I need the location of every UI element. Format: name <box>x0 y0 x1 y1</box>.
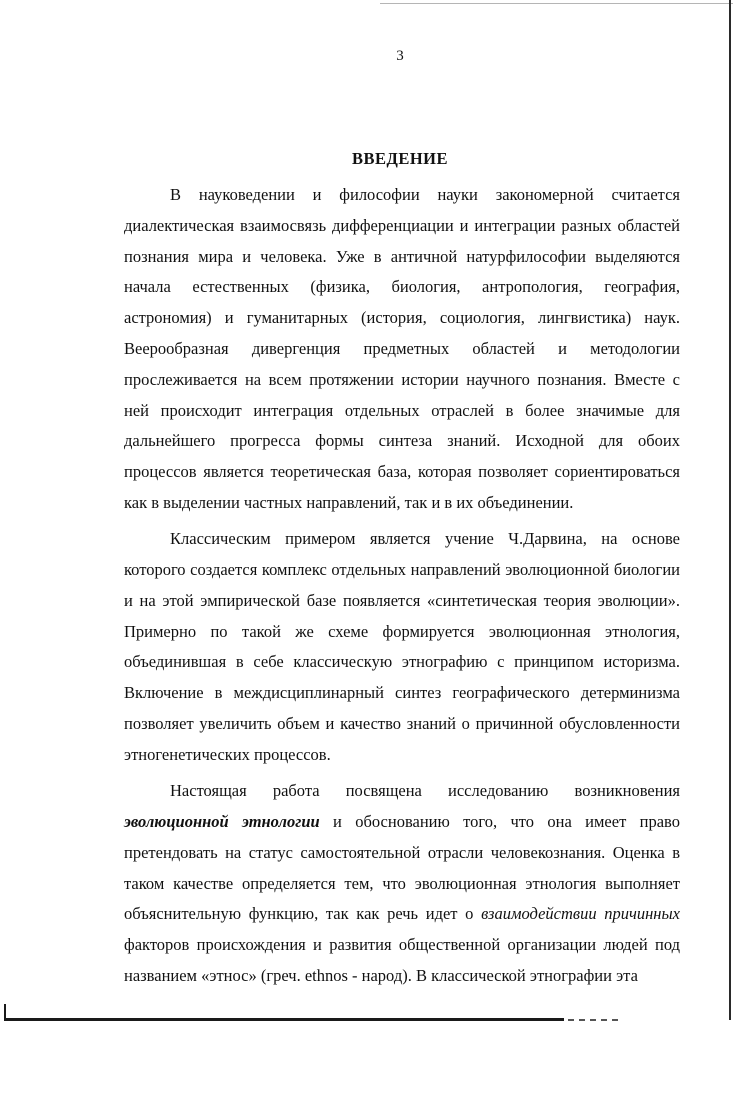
paragraph <box>124 180 680 519</box>
paragraph-text: Классическим примером является учение Ч.Дарвина, на основе которого создается комплекс отдельных направлений эволюционной биологии и на этой эмпирической базе появляется «синтетическая теория эволюции». Примерно по такой же схеме формируется эволюционная этнология, объединившая в себе классическую этнографию с принципом историзма. Включение в междисциплинарный синтез географического детерминизма позволяет увеличить объем и качество знаний о причинной обусловленности этногенетических процессов. <box>124 529 680 764</box>
emphasis-phrase: взаимодействии причинных <box>481 904 680 924</box>
scan-edge-top <box>380 3 733 4</box>
paragraph-text: и обоснованию того, что она имеет право претендовать на статус самостоятельной отрасли человекознания. Оценка в таком качестве определяется тем, что эволюционная этнология выполняет объяснительную функцию, так как речь идет о <box>124 811 680 924</box>
scan-edge-bottom <box>4 1018 564 1021</box>
section-heading: ВВЕДЕНИЕ <box>351 149 449 168</box>
paragraph-text: факторов происхождения и развития общественной организации людей под названием «этнос» (греч. ethnos - народ). В классической этнографии эта <box>124 935 680 985</box>
scan-edge-bottom-dashed <box>568 1019 618 1021</box>
paragraph <box>124 776 680 992</box>
scan-edge-left <box>4 1004 6 1021</box>
emphasis-term: эволюционной этнологии <box>124 811 320 831</box>
paragraph-text: В науковедении и философии науки закономерной считается диалектическая взаимосвязь дифференциации и интеграции разных областей познания мира и человека. Уже в античной натурфилософии выделяются начала естественных (физика, биология, антропология, география, астрономия) и гуманитарных (история, социология, лингвистика) наук. Веерообразная дивергенция предметных областей и методологии прослеживается на всем протяжении истории научного познания. Вместе с ней происходит интеграция отдельных отраслей в более значимые для дальнейшего прогресса формы синтеза знаний. Исходной для обоих процессов является теоретическая база, которая позволяет сориентироваться как в выделении частных направлений, так и в их объединении. <box>124 185 680 512</box>
page-number: 3 <box>396 48 404 64</box>
paragraph <box>124 524 680 770</box>
body-text <box>124 180 680 997</box>
paragraph-text: Настоящая работа посвящена исследованию возникновения <box>170 781 680 801</box>
